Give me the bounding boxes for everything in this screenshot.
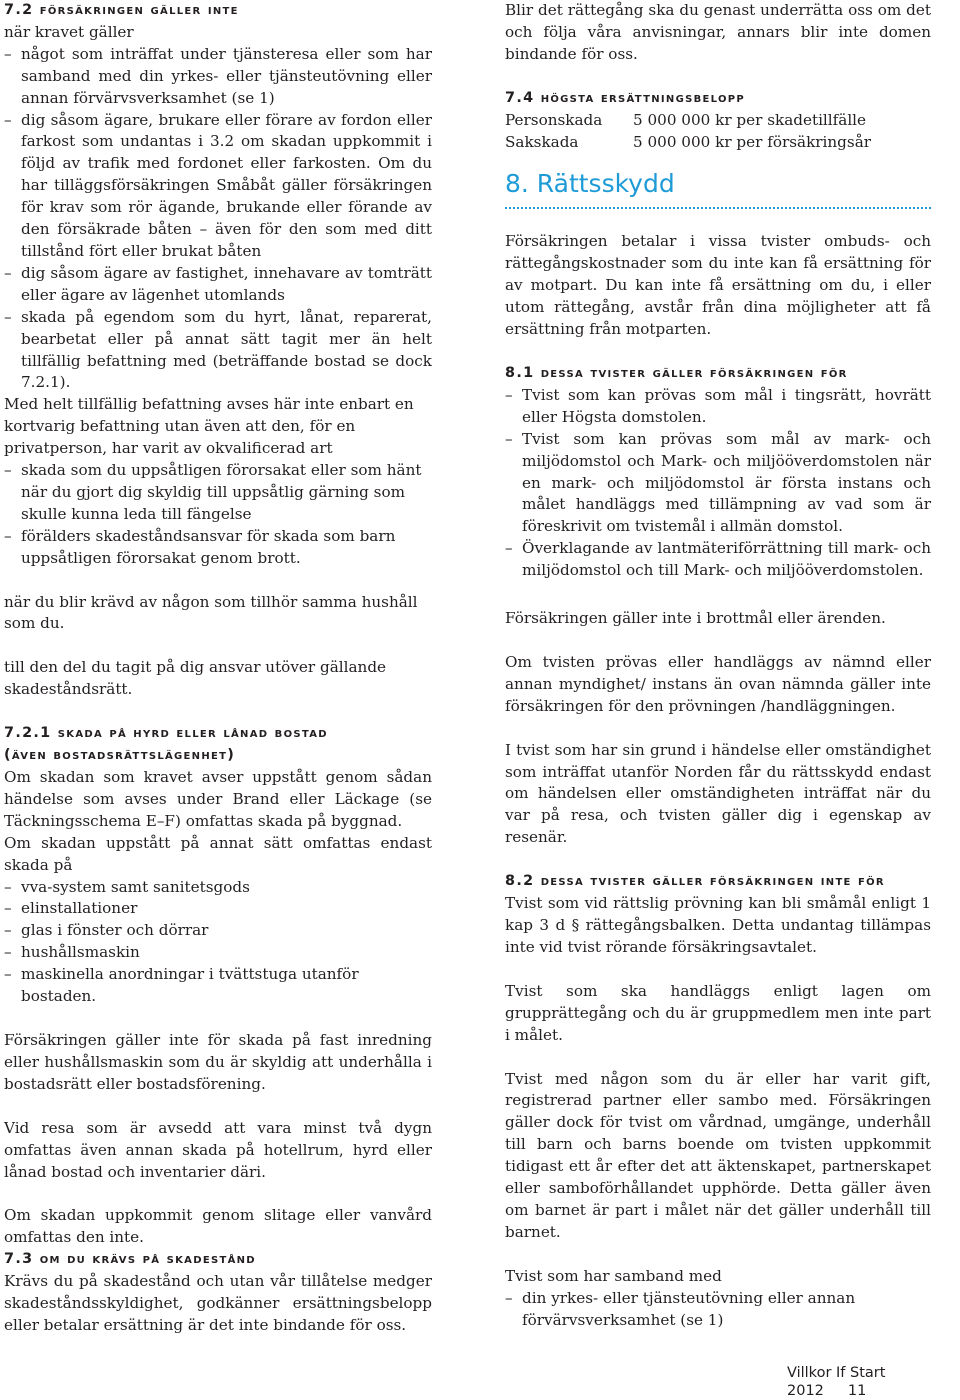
list-item: – något som inträffat under tjänsteresa eller som har samband med din yrkes- eller tjänsteutövning eller annan förvärvsverksamhet (se 1): [4, 44, 432, 110]
list-item: – dig såsom ägare, brukare eller förare av fordon eller farkost som undantas i 3.2 om skadan uppkommit i följd av trafik med fordonet eller farkosten. Om du har tilläggsförsäkringen Småbåt gäller försäkringen för krav som rör ägande, brukande eller förande av den försäkrade båten – även för den som med ditt tillstånd fört eller brukat båten: [4, 110, 432, 263]
paragraph-slitage: Om skadan uppkommit genom slitage eller vanvård omfattas den inte.: [4, 1206, 432, 1247]
paragraph-tillfallig: Med helt tillfällig befattning avses här inte enbart en kortvarig befattning utan även att den, för en privatperson, har varit av okvalificerad art: [4, 395, 414, 458]
heading-8-2: 8.2 dessa tvister gäller försäkringen inte för: [505, 873, 885, 890]
amount-value: 5 000 000 kr per skadetillfälle: [633, 110, 867, 129]
exclusion-list-1: [4, 44, 432, 395]
paragraph-grupp: Tvist som ska handläggs enligt lagen om grupprättegång och du är gruppmedlem men inte part i målet.: [505, 981, 931, 1044]
right-column: [505, 0, 931, 1332]
heading-7-2-1: 7.2.1 skada på hyrd eller lånad bostad: [4, 725, 328, 742]
list-item: – Överklagande av lantmäteriförrättning till mark- och miljödomstol och till Mark- och miljööverdomstolen.: [505, 538, 931, 582]
paragraph-annat: Om skadan uppstått på annat sätt omfattas endast skada på: [4, 833, 432, 874]
paragraph-gift: Tvist med någon som du är eller har varit gift, registrerad partner eller sambo med. Försäkringen gäller dock för tvist om vårdnad, umgänge, underhåll till barn och barns boende om tvisten uppkommit tidigast ett år efter det att äktenskapet, partnerskapet eller samboförhållandet upphörde. Detta gäller även om barnet är part i målet när det gäller underhåll till barnet.: [505, 1069, 931, 1241]
paragraph-krav: Krävs du på skadestånd och utan vår tillåtelse medger skadeståndsskyldighet, godkänner ersättningsbelopp eller betalar ersättning är det inte bindande för oss.: [4, 1272, 432, 1334]
list-item: – skada som du uppsåtligen förorsakat eller som hänt när du gjort dig skyldig till uppsåtlig gärning som skulle kunna leda till fängelse: [4, 460, 432, 526]
heading-8-1: 8.1 dessa tvister gäller försäkringen för: [505, 364, 848, 381]
list-item: – dig såsom ägare av fastighet, innehavare av tomträtt eller ägare av lägenhet utomlands: [4, 263, 432, 307]
heading-7-2-1-sub: (även bostadsrättslägenhet): [4, 747, 236, 764]
footer-title: Villkor If Start 2012: [787, 1365, 886, 1399]
list-item: – maskinella anordningar i tvättstuga utanför bostaden.: [4, 964, 432, 1008]
exclusion-list-2: [4, 460, 432, 570]
heading-7-2: 7.2 försäkringen gäller inte: [4, 2, 239, 18]
covered-items-list: [4, 877, 432, 1008]
paragraph-resa: Vid resa som är avsedd att vara minst två dygn omfattas även annan skada på hotellrum, hyrd eller lånad bostad och inventarier däri.: [4, 1118, 432, 1181]
paragraph-kravet: när kravet gäller: [4, 22, 134, 41]
samband-list: [505, 1288, 931, 1332]
left-column: [4, 0, 432, 1337]
chapter-heading: 8. Rättsskydd: [505, 169, 931, 209]
paragraph-betalar: Försäkringen betalar i vissa tvister ombuds- och rättegångskostnader som du inte kan få ersättning för av motpart. Du kan inte få ersättning om du, i eller utom rättegång, avstår från dina möjligheter att få ersättning från motparten.: [505, 232, 931, 339]
amount-label: Personskada: [505, 110, 603, 129]
paragraph-brottmal: Försäkringen gäller inte i brottmål eller ärenden.: [505, 609, 886, 628]
paragraph-rattegang: Blir det rättegång ska du genast underrätta oss om det och följa våra anvisningar, annars blir inte domen bindande för oss.: [505, 1, 931, 63]
paragraph-namnd: Om tvisten prövas eller handläggs av nämnd eller annan myndighet/ instans än ovan nämnda gäller inte försäkringen för den prövningen /handläggningen.: [505, 652, 931, 715]
heading-7-4: 7.4 högsta ersättningsbelopp: [505, 89, 746, 106]
paragraph-hushall: när du blir krävd av någon som tillhör samma hushåll som du.: [4, 592, 418, 633]
paragraph-smamal: Tvist som vid rättslig prövning kan bli småmål enligt 1 kap 3 d § rättegångsbalken. Detta undantag tillämpas inte vid tvist rörande försäkringsavtalet.: [505, 894, 931, 956]
paragraph-samband: Tvist som har samband med: [505, 1266, 722, 1285]
list-item: – Tvist som kan prövas som mål av mark- och miljödomstol och Mark- och miljööverdomstolen när en mark- och miljödomstol är första instans och målet handläggs med tillämpning av vad som är föreskrivit om tvistemål i allmän domstol.: [505, 429, 931, 539]
paragraph-tilldel: till den del du tagit på dig ansvar utöver gällande skadeståndsrätt.: [4, 658, 387, 699]
paragraph-norden: I tvist som har sin grund i händelse eller omständighet som inträffat utanför Norden får du rättsskydd endast om händelsen eller omständigheten inträffat när du var på resa, och tvisten gäller dig i egenskap av resenär.: [505, 740, 931, 847]
list-item: – elinstallationer: [4, 898, 432, 920]
list-item: – vva-system samt sanitetsgods: [4, 877, 432, 899]
amount-row: [505, 132, 931, 154]
list-item: – glas i fönster och dörrar: [4, 920, 432, 942]
list-item: – förälders skadeståndsansvar för skada som barn uppsåtligen förorsakat genom brott.: [4, 526, 432, 570]
list-item: – Tvist som kan prövas som mål i tingsrätt, hovrätt eller Högsta domstolen.: [505, 385, 931, 429]
paragraph-byggnad: Om skadan som kravet avser uppstått genom sådan händelse som avses under Brand eller Läckage (se Täckningsschema E–F) omfattas skada på byggnad.: [4, 768, 432, 830]
amount-label: Sakskada: [505, 132, 579, 151]
amount-value: 5 000 000 kr per försäkringsår: [633, 132, 872, 151]
list-item: – hushållsmaskin: [4, 942, 432, 964]
list-item: – skada på egendom som du hyrt, lånat, reparerat, bearbetat eller på annat sätt tagit mer än helt tillfällig befattning med (beträffande bostad se dock 7.2.1).: [4, 307, 432, 395]
page-footer: [787, 1364, 960, 1400]
amount-row: [505, 110, 931, 132]
heading-7-3: 7.3 om du krävs på skadestånd: [4, 1251, 256, 1268]
page-number: 11: [847, 1383, 867, 1399]
paragraph-inredning: Försäkringen gäller inte för skada på fast inredning eller hushållsmaskin som du är skyldig att underhålla i bostadsrätt eller bostadsförening.: [4, 1030, 432, 1093]
list-item: – din yrkes- eller tjänsteutövning eller annan förvärvsverksamhet (se 1): [505, 1288, 931, 1332]
dispute-list-8-1: [505, 385, 931, 582]
